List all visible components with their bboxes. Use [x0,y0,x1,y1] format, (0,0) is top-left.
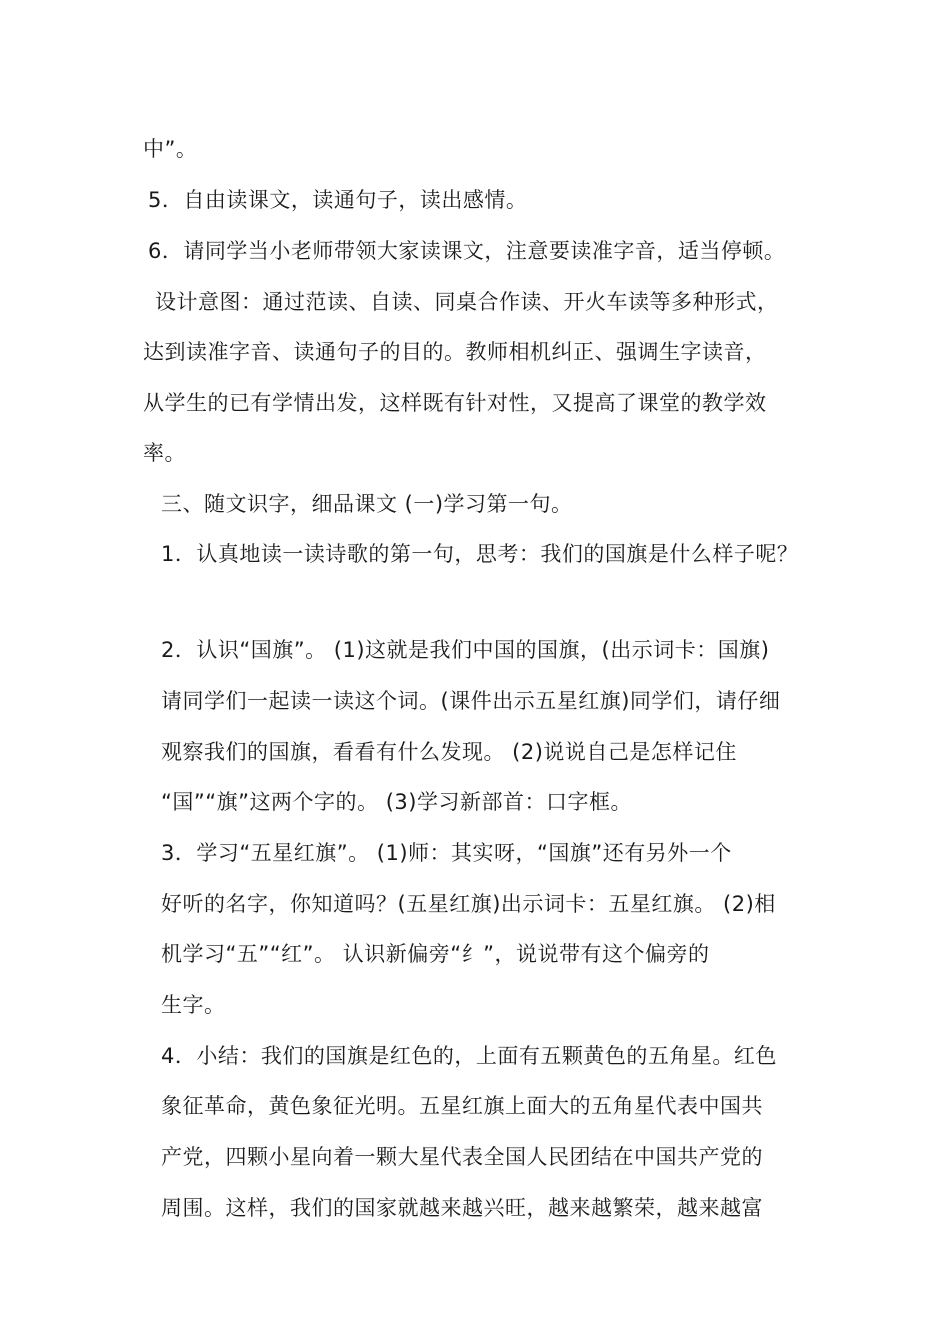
text-line: 观察我们的国旗，看看有什么发现。 (2)说说自己是怎样记住 [161,740,737,764]
text-line: 生字。 [161,993,226,1017]
text-line: 2．认识“国旗”。 (1)这就是我们中国的国旗，(出示词卡：国旗) [161,638,770,662]
text-line: 率。 [143,441,186,465]
text-line: 好听的名字，你知道吗？(五星红旗)出示词卡：五星红旗。 (2)相 [161,892,776,916]
text-line: 1．认真地读一读诗歌的第一句，思考：我们的国旗是什么样子呢？ [161,542,799,566]
text-line: 设计意图：通过范读、自读、同桌合作读、开火车读等多种形式， [155,290,779,314]
text-line: 中”。 [143,137,198,161]
text-line: 从学生的已有学情出发，这样既有针对性，又提高了课堂的教学效 [143,391,767,415]
text-line: 请同学们一起读一读这个词。(课件出示五星红旗)同学们，请仔细 [161,689,781,713]
text-line: “国”“旗”这两个字的。 (3)学习新部首：口字框。 [161,790,632,814]
text-line: 象征革命，黄色象征光明。五星红旗上面大的五角星代表中国共 [161,1094,763,1118]
section-heading: 三、随文识字，细品课文 (一)学习第一句。 [161,492,573,516]
text-line: 周围。这样，我们的国家就越来越兴旺，越来越繁荣，越来越富 [161,1196,763,1220]
text-line: 5．自由读课文，读通句子，读出感情。 [148,188,528,212]
text-line: 3．学习“五星红旗”。 (1)师：其实呀，“国旗”还有另外一个 [161,841,732,865]
text-line: 4．小结：我们的国旗是红色的，上面有五颗黄色的五角星。红色 [161,1044,777,1068]
text-line: 达到读准字音、读通句子的目的。教师相机纠正、强调生字读音， [143,340,767,364]
text-line: 产党，四颗小星向着一颗大星代表全国人民团结在中国共产党的 [161,1145,763,1169]
text-line: 机学习“五”“红”。 认识新偏旁“纟”，说说带有这个偏旁的 [161,942,710,966]
text-line: 6．请同学当小老师带领大家读课文，注意要读准字音，适当停顿。 [148,239,786,263]
